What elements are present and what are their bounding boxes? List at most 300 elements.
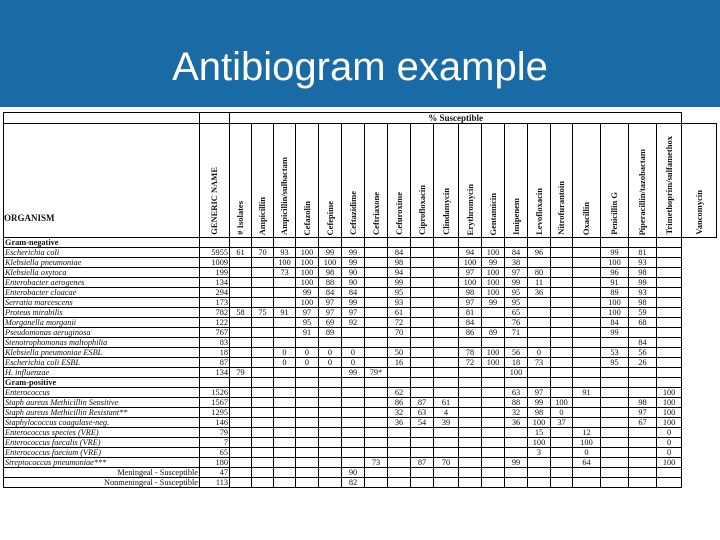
isolates-count-cell: 1009 — [200, 258, 230, 268]
column-header-cell — [657, 124, 682, 238]
susceptibility-cell — [230, 458, 252, 468]
susceptibility-cell: 3 — [528, 448, 551, 458]
susceptibility-cell — [319, 378, 342, 388]
susceptibility-cell: 99 — [528, 398, 551, 408]
susceptibility-cell — [252, 398, 274, 408]
susceptibility-cell: 32 — [388, 408, 411, 418]
susceptibility-cell — [601, 438, 629, 448]
table-row — [4, 388, 717, 398]
susceptibility-cell — [388, 448, 411, 458]
isolates-count-cell: 18 — [200, 348, 230, 358]
susceptibility-cell: 0 — [319, 348, 342, 358]
organism-name: Serratia marcescens — [4, 298, 200, 308]
susceptibility-cell — [274, 458, 296, 468]
susceptibility-cell — [411, 338, 434, 348]
susceptibility-cell — [388, 238, 411, 248]
susceptibility-cell — [274, 448, 296, 458]
susceptibility-cell — [629, 458, 657, 468]
generic-name-header: GENERIC NAME — [209, 167, 219, 235]
susceptibility-cell — [342, 408, 365, 418]
susceptibility-cell: 94 — [459, 248, 482, 258]
susceptibility-cell — [551, 358, 573, 368]
susceptibility-cell — [365, 278, 388, 288]
susceptibility-cell: 73 — [274, 268, 296, 278]
isolates-count-cell: 65 — [200, 448, 230, 458]
susceptibility-cell: 95 — [601, 358, 629, 368]
susceptibility-cell: 99 — [342, 258, 365, 268]
susceptibility-cell: 100 — [296, 248, 319, 258]
susceptibility-cell — [342, 378, 365, 388]
slide-title: Antibiogram example — [172, 45, 548, 89]
susceptibility-cell — [365, 478, 388, 488]
susceptibility-cell: 100 — [657, 458, 682, 468]
susceptibility-cell — [528, 318, 551, 328]
susceptibility-cell — [252, 418, 274, 428]
susceptibility-cell — [388, 478, 411, 488]
organism-name: H. influenzae — [4, 368, 200, 378]
susceptibility-cell — [296, 238, 319, 248]
susceptibility-cell: 99 — [505, 458, 528, 468]
isolates-count-cell: 173 — [200, 298, 230, 308]
susceptibility-cell — [601, 428, 629, 438]
antibiogram-document — [3, 112, 717, 529]
organism-name: Staphylococcus coagulase-neg. — [4, 418, 200, 428]
susceptibility-cell — [459, 468, 482, 478]
susceptibility-cell — [411, 348, 434, 358]
susceptibility-cell: 92 — [342, 318, 365, 328]
susceptibility-cell: 53 — [601, 348, 629, 358]
column-header-cell — [296, 124, 319, 238]
susceptibility-cell: 0 — [657, 438, 682, 448]
susceptibility-cell: 84 — [388, 248, 411, 258]
susceptibility-cell: 36 — [528, 288, 551, 298]
susceptibility-cell — [657, 248, 682, 258]
susceptibility-cell — [342, 398, 365, 408]
title-bar — [0, 0, 720, 107]
susceptibility-cell — [434, 428, 459, 438]
susceptibility-cell: 97 — [505, 268, 528, 278]
susceptibility-cell — [411, 248, 434, 258]
susceptibility-cell — [319, 408, 342, 418]
table-row — [4, 348, 717, 358]
susceptibility-cell — [482, 418, 505, 428]
susceptibility-cell — [505, 238, 528, 248]
susceptibility-cell: 39 — [434, 418, 459, 428]
susceptibility-cell — [252, 428, 274, 438]
susceptibility-cell — [629, 478, 657, 488]
susceptibility-cell: 97 — [319, 308, 342, 318]
susceptibility-cell: 97 — [342, 308, 365, 318]
susceptibility-cell: 99 — [388, 278, 411, 288]
susceptibility-cell — [657, 358, 682, 368]
susceptibility-cell — [459, 438, 482, 448]
susceptibility-cell: 100 — [459, 258, 482, 268]
column-header: Cefepime — [324, 200, 335, 235]
susceptibility-cell — [274, 328, 296, 338]
susceptibility-cell: 56 — [629, 348, 657, 358]
susceptibility-cell: 61 — [388, 308, 411, 318]
susceptibility-cell: 70 — [252, 248, 274, 258]
susceptibility-cell — [252, 318, 274, 328]
susceptibility-cell — [230, 398, 252, 408]
susceptibility-cell: 70 — [388, 328, 411, 338]
susceptibility-cell — [573, 318, 601, 328]
susceptibility-cell — [365, 418, 388, 428]
susceptibility-cell — [365, 318, 388, 328]
susceptibility-cell — [296, 368, 319, 378]
susceptibility-cell: 89 — [319, 328, 342, 338]
susceptibility-cell — [528, 238, 551, 248]
susceptibility-cell: 65 — [505, 308, 528, 318]
susceptibility-cell — [551, 288, 573, 298]
susceptibility-cell — [319, 438, 342, 448]
susceptibility-cell: 100 — [601, 308, 629, 318]
susceptibility-cell — [411, 288, 434, 298]
susceptibility-cell: 0 — [274, 358, 296, 368]
susceptibility-cell: 58 — [230, 308, 252, 318]
isolates-count-cell: 113 — [200, 478, 230, 488]
susceptibility-cell — [482, 438, 505, 448]
table-row — [4, 468, 717, 478]
susceptibility-cell: 100 — [657, 398, 682, 408]
susceptibility-cell — [629, 378, 657, 388]
susceptibility-cell — [252, 268, 274, 278]
susceptibility-cell — [528, 328, 551, 338]
susceptibility-cell: 84 — [342, 288, 365, 298]
organism-name: Escherichia coli — [4, 248, 200, 258]
susceptibility-cell — [482, 458, 505, 468]
susceptibility-cell — [434, 468, 459, 478]
table-row — [4, 408, 717, 418]
table-row — [4, 288, 717, 298]
susceptibility-cell — [365, 348, 388, 358]
column-header: Gentamicin — [487, 192, 498, 235]
susceptibility-cell — [411, 478, 434, 488]
susceptibility-cell — [230, 288, 252, 298]
column-header: Piperacillin/tazobactam — [637, 148, 647, 235]
susceptibility-cell: 15 — [528, 428, 551, 438]
susceptibility-cell — [434, 278, 459, 288]
column-header-cell — [482, 124, 505, 238]
susceptibility-cell — [365, 308, 388, 318]
susceptibility-cell — [434, 298, 459, 308]
column-header-cell — [411, 124, 434, 238]
susceptibility-cell: 99 — [629, 278, 657, 288]
susceptibility-cell: 94 — [388, 268, 411, 278]
susceptibility-cell: 16 — [388, 358, 411, 368]
susceptibility-cell: 88 — [505, 398, 528, 408]
table-row — [4, 368, 717, 378]
susceptibility-cell: 73 — [365, 458, 388, 468]
susceptibility-cell — [629, 468, 657, 478]
susceptibility-cell — [528, 258, 551, 268]
isolates-count-cell: 146 — [200, 418, 230, 428]
susceptibility-cell: 100 — [551, 398, 573, 408]
susceptibility-cell: 95 — [388, 288, 411, 298]
susceptibility-cell: 96 — [528, 248, 551, 258]
susceptibility-cell — [365, 358, 388, 368]
susceptibility-cell — [342, 458, 365, 468]
susceptibility-cell — [551, 278, 573, 288]
susceptibility-cell — [601, 408, 629, 418]
susceptibility-cell — [657, 238, 682, 248]
column-header: Vancomycin — [693, 190, 704, 235]
susceptibility-cell — [342, 428, 365, 438]
column-header-cell — [342, 124, 365, 238]
susceptibility-cell — [388, 458, 411, 468]
column-header-cell — [365, 124, 388, 238]
susceptibility-cell — [296, 438, 319, 448]
column-header: Cefuroxime — [393, 192, 404, 235]
susceptibility-cell: 69 — [319, 318, 342, 328]
susceptibility-cell — [551, 368, 573, 378]
isolates-count-cell: 79 — [200, 428, 230, 438]
susceptibility-cell: 91 — [573, 388, 601, 398]
table-row — [4, 398, 717, 408]
susceptibility-cell: 100 — [482, 278, 505, 288]
susceptibility-cell: 50 — [388, 348, 411, 358]
isolates-count-cell: 47 — [200, 468, 230, 478]
susceptibility-cell — [365, 428, 388, 438]
susceptibility-cell: 100 — [528, 418, 551, 428]
susceptibility-cell — [252, 238, 274, 248]
column-header: Oxacillin — [581, 201, 591, 235]
susceptibility-cell — [388, 378, 411, 388]
susceptibility-cell — [230, 388, 252, 398]
table-row — [4, 248, 717, 258]
susceptibility-cell — [601, 238, 629, 248]
susceptibility-cell: 100 — [296, 278, 319, 288]
section-label: Gram-positive — [4, 378, 200, 388]
susceptibility-cell — [505, 478, 528, 488]
susceptibility-cell: 81 — [629, 248, 657, 258]
susceptibility-cell — [505, 468, 528, 478]
susceptibility-cell — [252, 258, 274, 268]
susceptibility-cell — [629, 368, 657, 378]
table-row — [4, 278, 717, 288]
susceptibility-cell — [411, 318, 434, 328]
susceptibility-cell: 100 — [296, 298, 319, 308]
susceptibility-cell — [230, 418, 252, 428]
susceptibility-cell — [319, 478, 342, 488]
table-row — [4, 318, 717, 328]
susceptibility-cell — [365, 328, 388, 338]
susceptibility-cell: 98 — [319, 268, 342, 278]
susceptibility-cell — [365, 248, 388, 258]
susceptibility-cell — [434, 318, 459, 328]
susceptibility-cell: 99 — [342, 298, 365, 308]
susceptibility-cell — [411, 268, 434, 278]
susceptibility-cell: 91 — [601, 278, 629, 288]
susceptibility-cell: 100 — [459, 278, 482, 288]
susceptibility-cell — [319, 468, 342, 478]
column-header: Ceftazidime — [347, 191, 358, 235]
susceptibility-cell — [551, 468, 573, 478]
susceptibility-cell — [365, 448, 388, 458]
susceptibility-cell: 63 — [505, 388, 528, 398]
susceptibility-cell — [319, 398, 342, 408]
susceptibility-cell — [230, 358, 252, 368]
susceptibility-cell — [252, 408, 274, 418]
column-header-cell — [528, 124, 551, 238]
susceptibility-cell — [573, 298, 601, 308]
susceptibility-cell — [252, 378, 274, 388]
susceptibility-cell: 86 — [388, 398, 411, 408]
susceptibility-cell — [601, 478, 629, 488]
organism-name: Morganella morganii — [4, 318, 200, 328]
column-header-row — [4, 124, 717, 238]
susceptibility-cell — [657, 318, 682, 328]
organism-header: ORGANISM — [4, 213, 55, 223]
susceptibility-cell: 71 — [505, 328, 528, 338]
isolates-count-cell: 5955 — [200, 248, 230, 258]
isolates-count-cell: 1295 — [200, 408, 230, 418]
susceptibility-cell: 87 — [411, 458, 434, 468]
susceptibility-cell: 89 — [482, 328, 505, 338]
susceptibility-cell — [551, 428, 573, 438]
susceptibility-cell — [459, 458, 482, 468]
susceptibility-cell: 26 — [629, 358, 657, 368]
susceptibility-cell — [459, 428, 482, 438]
organism-name: Enterococcus — [4, 388, 200, 398]
generic-name-header-cell — [200, 124, 230, 238]
susceptibility-cell — [459, 418, 482, 428]
column-header: Erythromycin — [464, 183, 475, 235]
susceptibility-cell: 86 — [459, 328, 482, 338]
susceptibility-cell: 54 — [411, 418, 434, 428]
susceptibility-cell — [528, 478, 551, 488]
column-header: Nitrofurantoin — [556, 181, 566, 235]
susceptibility-cell: 36 — [388, 418, 411, 428]
susceptibility-cell: 72 — [388, 318, 411, 328]
susceptibility-cell — [601, 338, 629, 348]
susceptibility-cell — [411, 238, 434, 248]
susceptibility-cell — [365, 468, 388, 478]
susceptibility-cell — [551, 378, 573, 388]
susceptibility-cell — [629, 428, 657, 438]
susceptibility-cell: 0 — [342, 348, 365, 358]
susceptibility-cell: 90 — [342, 468, 365, 478]
susceptibility-cell — [657, 338, 682, 348]
susceptibility-cell — [411, 368, 434, 378]
susceptibility-cell: 64 — [573, 458, 601, 468]
susceptibility-cell — [365, 378, 388, 388]
susceptibility-cell — [252, 348, 274, 358]
susceptibility-cell — [230, 268, 252, 278]
table-row — [4, 448, 717, 458]
susceptibility-cell — [657, 278, 682, 288]
organism-name: Enterococcus faecalis (VRE) — [4, 438, 200, 448]
susceptibility-cell — [296, 398, 319, 408]
susceptibility-cell — [573, 258, 601, 268]
column-header-cell — [434, 124, 459, 238]
susceptibility-cell — [551, 308, 573, 318]
column-header: Ciprofloxacin — [416, 185, 427, 235]
susceptibility-cell: 99 — [505, 278, 528, 288]
susceptibility-cell — [230, 328, 252, 338]
susceptibility-cell — [573, 398, 601, 408]
susceptibility-cell — [573, 408, 601, 418]
susceptibility-cell — [551, 298, 573, 308]
section-row — [4, 238, 717, 248]
susceptibility-cell: 99 — [296, 288, 319, 298]
susceptibility-cell: 100 — [482, 288, 505, 298]
susceptibility-cell — [411, 308, 434, 318]
susceptibility-cell — [274, 468, 296, 478]
susceptibility-cell — [459, 408, 482, 418]
susceptibility-cell — [252, 448, 274, 458]
susceptibility-cell — [411, 378, 434, 388]
susceptibility-cell — [252, 358, 274, 368]
susceptibility-cell: 97 — [296, 308, 319, 318]
susceptibility-cell: 68 — [629, 318, 657, 328]
susceptibility-cell: 61 — [434, 398, 459, 408]
susceptibility-cell: 0 — [296, 348, 319, 358]
susceptibility-cell: 90 — [342, 268, 365, 278]
organism-name: Stenotrophomonas maltophilia — [4, 338, 200, 348]
susceptibility-cell — [551, 268, 573, 278]
column-header-cell — [601, 124, 629, 238]
susceptibility-cell — [482, 478, 505, 488]
susceptibility-cell — [482, 378, 505, 388]
column-header-cell — [551, 124, 573, 238]
susceptibility-cell — [296, 458, 319, 468]
organism-name: Klebsiella pneumoniae ESBL — [4, 348, 200, 358]
susceptibility-cell — [411, 468, 434, 478]
susceptibility-cell: 36 — [505, 418, 528, 428]
susceptibility-cell — [296, 378, 319, 388]
susceptibility-cell: 0 — [342, 358, 365, 368]
susceptibility-cell — [230, 438, 252, 448]
susceptibility-cell — [274, 288, 296, 298]
susceptibility-cell — [573, 418, 601, 428]
susceptibility-cell: 99 — [319, 248, 342, 258]
susceptibility-cell: 99 — [342, 248, 365, 258]
susceptibility-cell — [274, 378, 296, 388]
susceptibility-cell — [274, 388, 296, 398]
susceptibility-cell: 98 — [528, 408, 551, 418]
susceptibility-cell: 98 — [388, 258, 411, 268]
susceptibility-cell — [230, 318, 252, 328]
susceptibility-cell: 100 — [601, 298, 629, 308]
susceptibility-cell — [551, 238, 573, 248]
susceptibility-cell — [551, 478, 573, 488]
table-row — [4, 428, 717, 438]
susceptibility-cell: 100 — [573, 438, 601, 448]
susceptibility-cell — [296, 408, 319, 418]
susceptibility-cell — [274, 338, 296, 348]
susceptibility-cell — [411, 358, 434, 368]
susceptibility-cell — [230, 238, 252, 248]
organism-name: Pseudomonas aeruginosa — [4, 328, 200, 338]
susceptibility-cell — [551, 388, 573, 398]
susceptibility-cell — [434, 368, 459, 378]
susceptibility-cell — [411, 298, 434, 308]
susceptibility-cell: 93 — [629, 288, 657, 298]
susceptibility-cell — [296, 338, 319, 348]
susceptibility-cell: 100 — [482, 358, 505, 368]
isolates-count-cell: 87 — [200, 358, 230, 368]
column-header: Trimethoprim/sulfamethox — [663, 136, 674, 235]
susceptibility-cell — [274, 408, 296, 418]
susceptibility-cell — [252, 458, 274, 468]
susceptibility-cell — [296, 448, 319, 458]
susceptibility-cell — [601, 468, 629, 478]
organism-header-cell — [4, 124, 200, 238]
susceptibility-cell — [528, 468, 551, 478]
susceptibility-cell: 0 — [573, 448, 601, 458]
susceptibility-cell — [252, 278, 274, 288]
